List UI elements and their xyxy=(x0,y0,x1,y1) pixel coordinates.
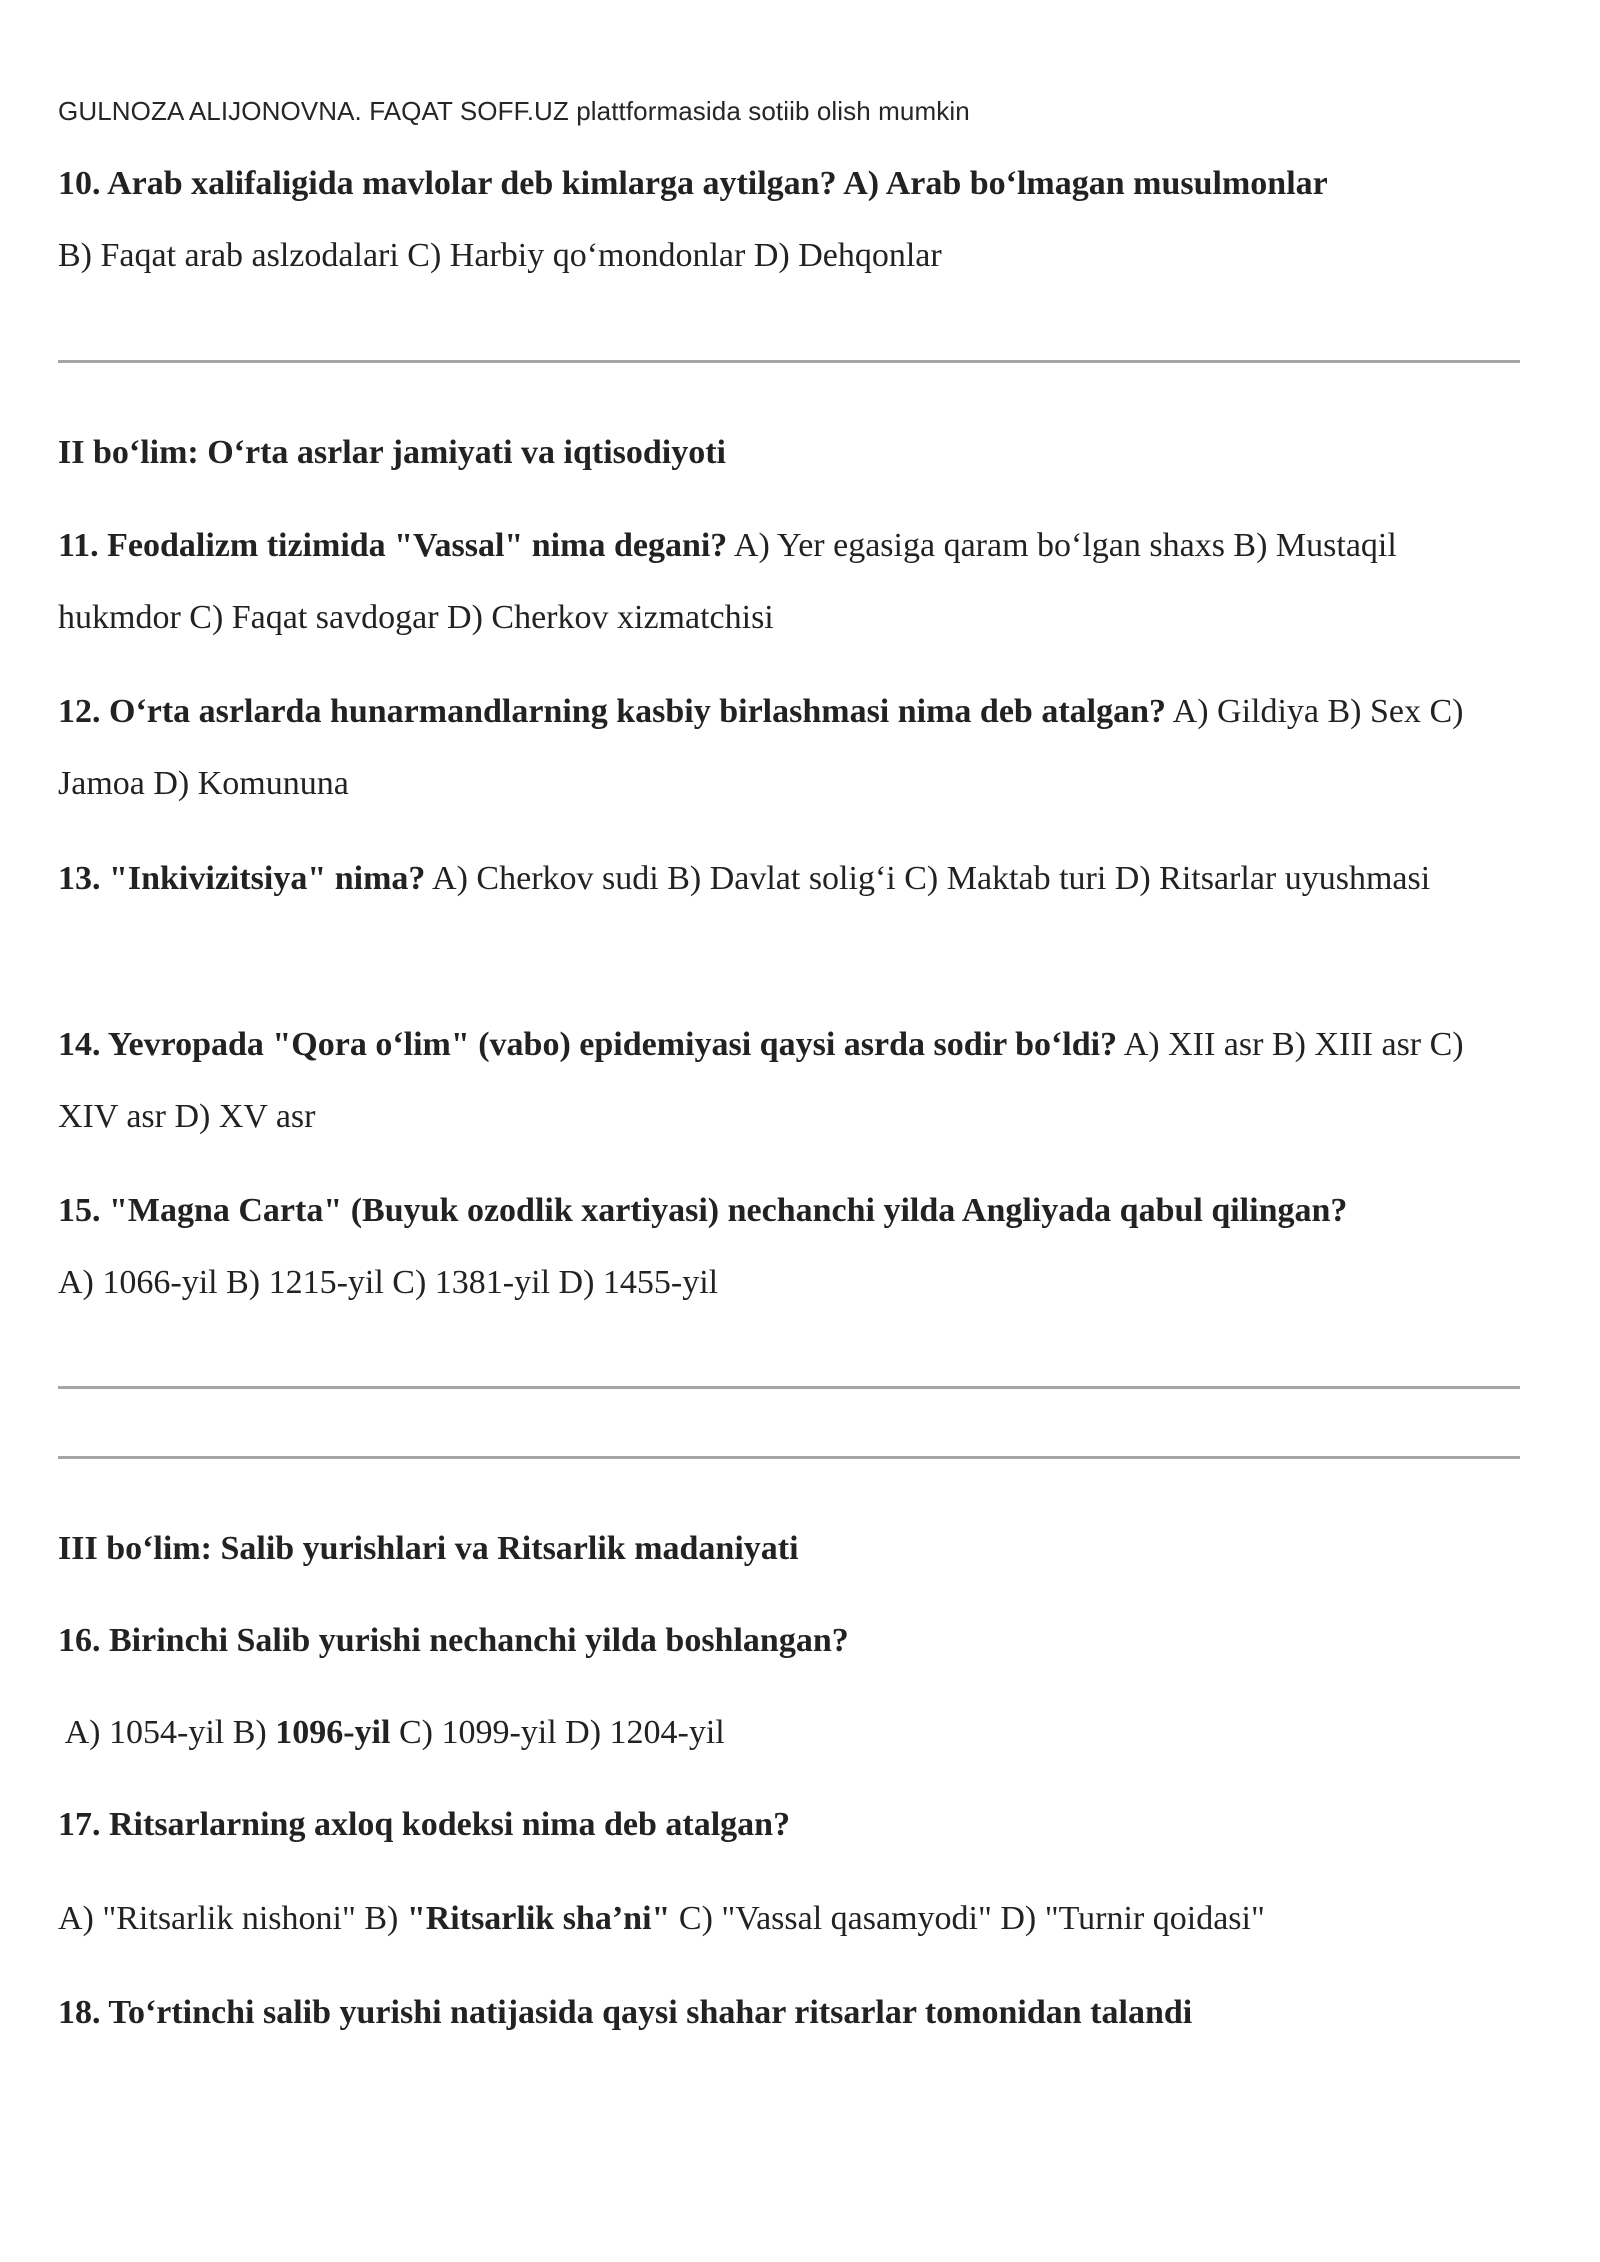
question-17-text xyxy=(58,1806,790,1844)
question-14-text: 14. Yevropada "Qora o‘lim" (vabo) epidemiyasi qaysi asrda sodir bo‘ldi? xyxy=(58,1026,1118,1063)
question-13-options: A) Cherkov sudi B) Davlat solig‘i C) Maktab turi D) Ritsarlar uyushmasi xyxy=(425,860,1431,897)
question-14-options: A) XII asr B) XIII asr C) XIV asr D) XV asr xyxy=(58,1026,1464,1135)
question-18-text xyxy=(58,1994,1192,2032)
question-10-text: 10. Arab xalifaligida mavlolar deb kimlarga aytilgan? A) Arab bo‘lmagan musulmonlar xyxy=(58,165,1328,202)
question-11 xyxy=(58,510,1518,654)
question-15-text: 15. "Magna Carta" (Buyuk ozodlik xartiyasi) nechanchi yilda Angliyada qabul qilingan? xyxy=(58,1192,1348,1229)
section-3-heading: III bo‘lim: Salib yurishlari va Ritsarlik madaniyati xyxy=(58,1530,799,1567)
question-17-options xyxy=(58,1900,1265,1938)
question-11-text: 11. Feodalizm tizimida "Vassal" nima degani? xyxy=(58,527,728,564)
question-18-label: 18. To‘rtinchi salib yurishi natijasida qaysi shahar ritsarlar tomonidan talandi xyxy=(58,1994,1193,2031)
question-10-options: B) Faqat arab aslzodalari C) Harbiy qo‘mondonlar D) Dehqonlar xyxy=(58,237,942,274)
question-16-option-rest: C) 1099-yil D) 1204-yil xyxy=(390,1714,725,1751)
question-17-option-a: A) "Ritsarlik nishoni" B) xyxy=(58,1900,407,1937)
question-13 xyxy=(58,843,1518,915)
question-16-text xyxy=(58,1622,849,1660)
question-13-text: 13. "Inkivizitsiya" nima? xyxy=(58,860,426,897)
question-16-options xyxy=(58,1714,725,1752)
question-12-text: 12. O‘rta asrlarda hunarmandlarning kasbiy birlashmasi nima deb atalgan? xyxy=(58,693,1167,730)
question-17-option-b: "Ritsarlik sha’ni" xyxy=(406,1900,671,1937)
question-15 xyxy=(58,1175,1518,1319)
question-14 xyxy=(58,1009,1518,1153)
divider xyxy=(58,360,1520,363)
question-16-option-a: A) 1054-yil B) xyxy=(58,1714,276,1751)
question-16-label: 16. Birinchi Salib yurishi nechanchi yilda boshlangan? xyxy=(58,1622,849,1659)
question-10 xyxy=(58,148,1518,292)
question-12-options: A) Gildiya B) Sex C) Jamoa D) Komununa xyxy=(58,693,1464,802)
divider xyxy=(58,1386,1520,1389)
page-header: GULNOZA ALIJONOVNA. FAQAT SOFF.UZ plattformasida sotiib olish mumkin xyxy=(58,96,970,126)
question-17-label: 17. Ritsarlarning axloq kodeksi nima deb atalgan? xyxy=(58,1806,791,1843)
question-12 xyxy=(58,676,1518,820)
section-2-heading: II bo‘lim: O‘rta asrlar jamiyati va iqtisodiyoti xyxy=(58,434,726,471)
question-15-options: A) 1066-yil B) 1215-yil C) 1381-yil D) 1455-yil xyxy=(58,1264,719,1301)
question-17-option-rest: C) "Vassal qasamyodi" D) "Turnir qoidasi" xyxy=(670,1900,1265,1937)
question-11-options: A) Yer egasiga qaram bo‘lgan shaxs B) Mustaqil hukmdor C) Faqat savdogar D) Cherkov xizmatchisi xyxy=(58,527,1397,636)
divider xyxy=(58,1456,1520,1459)
question-16-option-b: 1096-yil xyxy=(275,1714,391,1751)
